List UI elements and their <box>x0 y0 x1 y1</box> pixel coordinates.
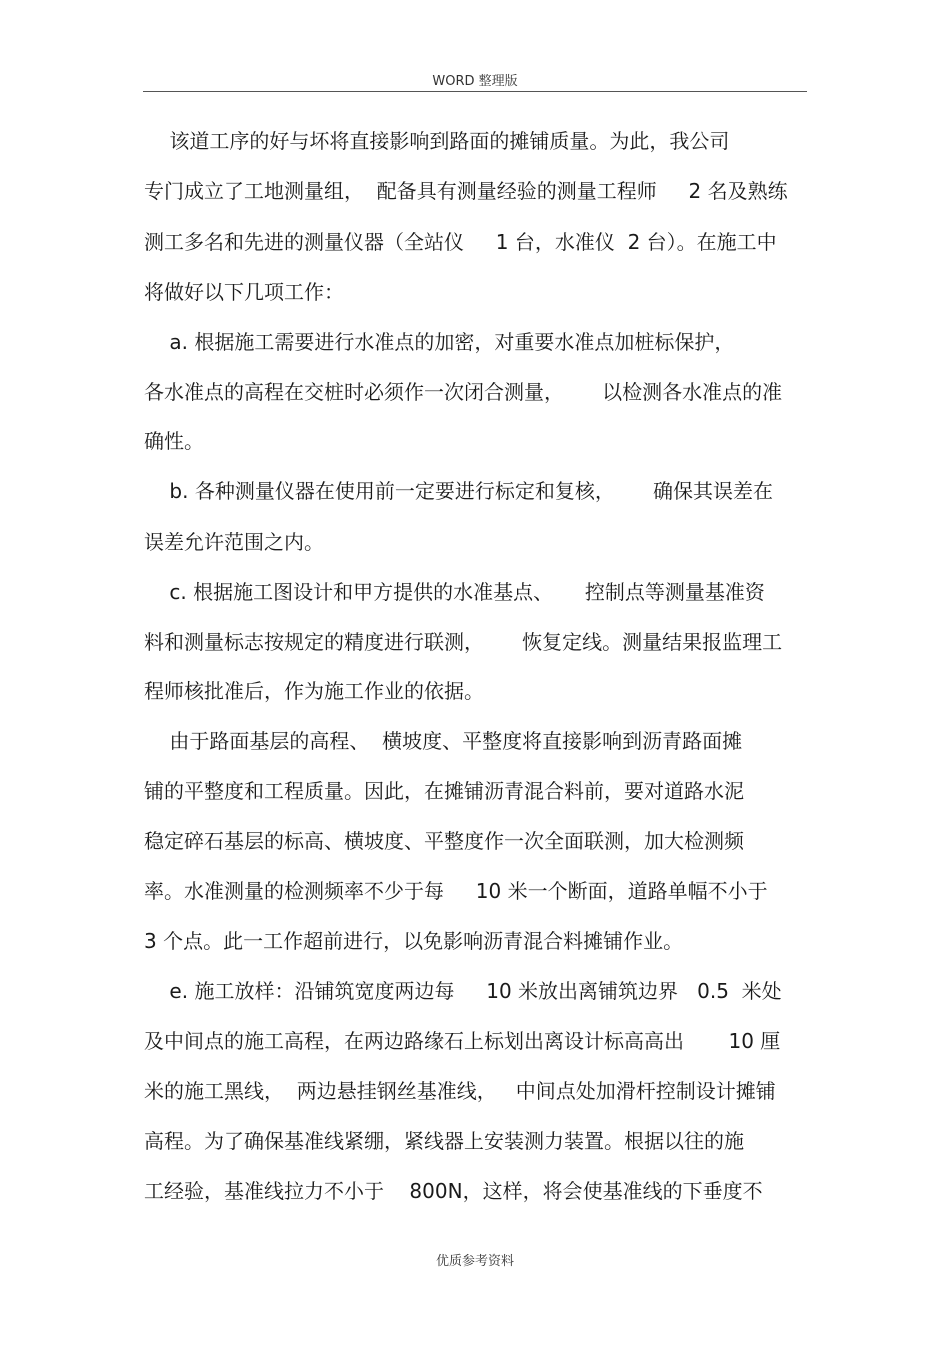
text-line: 各水准点的高程在交桩时必须作一次闭合测量， 以检测各水准点的准 <box>144 380 783 404</box>
text-line: 稳定碎石基层的标高、横坡度、平整度作一次全面联测，加大检测频 <box>144 829 744 853</box>
text-line: 将做好以下几项工作： <box>144 280 344 304</box>
page-header: WORD 整理版 <box>432 74 518 89</box>
text-line: c. 根据施工图设计和甲方提供的水准基点、 控制点等测量基准资 <box>144 580 765 604</box>
text-line: 工经验，基准线拉力不小于 800N，这样，将会使基准线的下垂度不 <box>144 1179 763 1203</box>
text-line: 该道工序的好与坏将直接影响到路面的摊铺质量。为此，我公司 <box>144 129 730 153</box>
text-line: 铺的平整度和工程质量。因此，在摊铺沥青混合料前，要对道路水泥 <box>144 779 744 803</box>
text-line: 程师核批准后，作为施工作业的依据。 <box>144 679 484 703</box>
text-line: b. 各种测量仪器在使用前一定要进行标定和复核， 确保其误差在 <box>144 479 773 503</box>
page-footer: 优质参考资料 <box>435 1254 514 1269</box>
text-line: 误差允许范围之内。 <box>144 530 324 554</box>
text-line: 3 个点。此一工作超前进行，以免影响沥青混合料摊铺作业。 <box>144 929 684 953</box>
text-line: 及中间点的施工高程，在两边路缘石上标划出离设计标高高出 10 厘 <box>144 1029 781 1053</box>
text-line: 高程。为了确保基准线紧绷，紧线器上安装测力装置。根据以往的施 <box>144 1129 744 1153</box>
text-line: 米的施工黑线， 两边悬挂钢丝基准线， 中间点处加滑杆控制设计摊铺 <box>144 1079 776 1103</box>
text-line: a. 根据施工需要进行水准点的加密，对重要水准点加桩标保护， <box>144 330 735 354</box>
text-line: 率。水准测量的检测频率不少于每 10 米一个断面，道路单幅不小于 <box>144 879 768 903</box>
text-line: 料和测量标志按规定的精度进行联测， 恢复定线。测量结果报监理工 <box>144 630 783 654</box>
text-line: 由于路面基层的高程、 横坡度、平整度将直接影响到沥青路面摊 <box>144 729 743 753</box>
header-divider <box>143 91 807 92</box>
text-line: 测工多名和先进的测量仪器（全站仪 1 台，水准仪 2 台）。在施工中 <box>144 230 777 254</box>
text-line: 专门成立了工地测量组， 配备具有测量经验的测量工程师 2 名及熟练 <box>144 179 788 203</box>
text-line: e. 施工放样：沿铺筑宽度两边每 10 米放出离铺筑边界 0.5 米处 <box>144 979 782 1003</box>
text-line: 确性。 <box>144 429 204 453</box>
